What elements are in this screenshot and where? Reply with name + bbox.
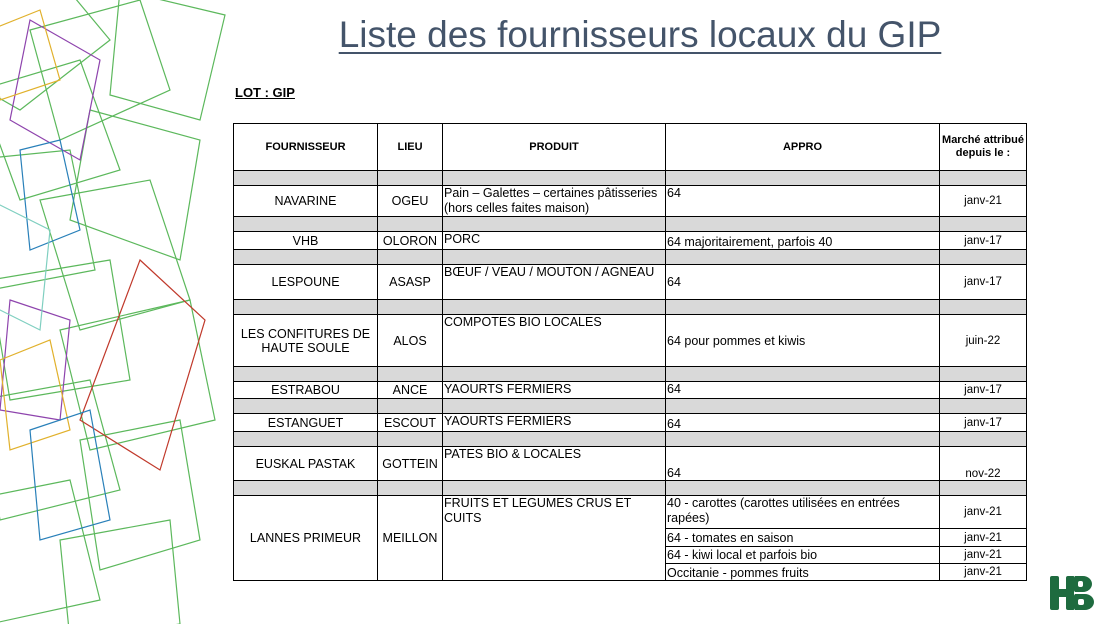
cell-date: juin-22 <box>940 315 1027 367</box>
cell-appro: 64 <box>666 414 940 432</box>
cell-fournisseur: ESTANGUET <box>234 414 378 432</box>
suppliers-table <box>233 123 1027 581</box>
cell-date: janv-21 <box>940 529 1027 547</box>
separator-row <box>234 399 1027 414</box>
cell-appro: Occitanie - pommes fruits <box>666 564 940 581</box>
cell-fournisseur: VHB <box>234 232 378 250</box>
cell-produit: PATES BIO & LOCALES <box>443 447 666 481</box>
cell-lieu: OLORON <box>378 232 443 250</box>
cell-fournisseur: LES CONFITURES DE HAUTE SOULE <box>234 315 378 367</box>
cell-produit: FRUITS ET LEGUMES CRUS ET CUITS <box>443 496 666 581</box>
table-header-row <box>234 124 1027 171</box>
cell-date: janv-17 <box>940 414 1027 432</box>
separator-row <box>234 432 1027 447</box>
cell-appro: 40 - carottes (carottes utilisées en entrées rapées) <box>666 496 940 529</box>
cell-appro: 64 <box>666 265 940 300</box>
cell-appro: 64 - kiwi local et parfois bio <box>666 547 940 564</box>
cell-lieu: ANCE <box>378 382 443 399</box>
cell-date: janv-17 <box>940 265 1027 300</box>
cell-date: janv-21 <box>940 496 1027 529</box>
cell-produit: YAOURTS FERMIERS <box>443 382 666 399</box>
page-title: Liste des fournisseurs locaux du GIP <box>338 14 942 55</box>
separator-row <box>234 481 1027 496</box>
table-row <box>234 186 1027 217</box>
separator-row <box>234 300 1027 315</box>
cell-appro: 64 majoritairement, parfois 40 <box>666 232 940 250</box>
cell-date: janv-17 <box>940 232 1027 250</box>
cell-lieu: ALOS <box>378 315 443 367</box>
decorative-lines <box>0 0 240 624</box>
cell-produit: BŒUF / VEAU / MOUTON / AGNEAU <box>443 265 666 300</box>
separator-row <box>234 250 1027 265</box>
header-marche: Marché attribué depuis le : <box>940 124 1027 171</box>
cell-fournisseur: LANNES PRIMEUR <box>234 496 378 581</box>
cell-lieu: GOTTEIN <box>378 447 443 481</box>
cell-fournisseur: LESPOUNE <box>234 265 378 300</box>
hb-logo-icon <box>1048 572 1098 614</box>
cell-appro: 64 <box>666 186 940 217</box>
cell-produit: PORC <box>443 232 666 250</box>
header-appro: APPRO <box>666 124 940 171</box>
table-row <box>234 382 1027 399</box>
table-row <box>234 265 1027 300</box>
table-row <box>234 414 1027 432</box>
cell-lieu: ESCOUT <box>378 414 443 432</box>
cell-date: janv-17 <box>940 382 1027 399</box>
header-produit: PRODUIT <box>443 124 666 171</box>
cell-produit: COMPOTES BIO LOCALES <box>443 315 666 367</box>
header-fournisseur: FOURNISSEUR <box>234 124 378 171</box>
cell-date: janv-21 <box>940 186 1027 217</box>
cell-date: nov-22 <box>940 447 1027 481</box>
cell-appro: 64 - tomates en saison <box>666 529 940 547</box>
cell-fournisseur: ESTRABOU <box>234 382 378 399</box>
cell-produit: YAOURTS FERMIERS <box>443 414 666 432</box>
cell-fournisseur: NAVARINE <box>234 186 378 217</box>
cell-produit: Pain – Galettes – certaines pâtisseries (hors celles faites maison) <box>443 186 666 217</box>
header-lieu: LIEU <box>378 124 443 171</box>
cell-lieu: ASASP <box>378 265 443 300</box>
table-row <box>234 447 1027 481</box>
table-row <box>234 496 1027 529</box>
separator-row <box>234 171 1027 186</box>
cell-appro: 64 <box>666 382 940 399</box>
cell-fournisseur: EUSKAL PASTAK <box>234 447 378 481</box>
cell-lieu: MEILLON <box>378 496 443 581</box>
cell-appro: 64 pour pommes et kiwis <box>666 315 940 367</box>
table-row <box>234 315 1027 367</box>
table-row <box>234 232 1027 250</box>
cell-date: janv-21 <box>940 547 1027 564</box>
lot-label: LOT : GIP <box>235 85 295 100</box>
separator-row <box>234 367 1027 382</box>
separator-row <box>234 217 1027 232</box>
cell-appro: 64 <box>666 447 940 481</box>
cell-lieu: OGEU <box>378 186 443 217</box>
cell-date: janv-21 <box>940 564 1027 581</box>
